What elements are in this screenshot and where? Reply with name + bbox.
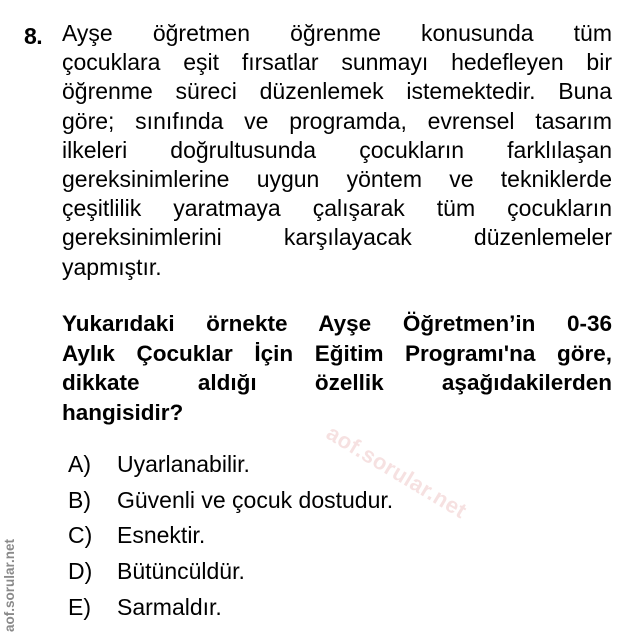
option-d[interactable] [68,554,393,590]
stem-line: gereksinimlerini karşılayacak düzenlemeler [62,224,612,251]
stem-line: göre; sınıfında ve programda, evrensel tasarım [62,107,612,134]
stem-line: çeşitlilik yaratmaya çalışarak tüm çocukların [62,195,612,222]
diagonal-watermark: aof.sorular.net [322,420,472,524]
stem-line: ilkeleri doğrultusunda çocukların farklılaşan [62,136,612,163]
prompt-line: Aylık Çocuklar İçin Eğitim Programı'na göre, [62,340,612,366]
option-letter: D) [68,558,93,585]
question-prompt [62,309,612,427]
question-stem [62,19,612,282]
option-a[interactable] [68,447,393,483]
question-number: 8. [24,23,43,49]
option-c[interactable] [68,518,393,554]
option-text: Sarmaldır. [117,593,222,620]
side-watermark: aof.sorular.net [2,538,17,632]
option-e[interactable] [68,589,393,625]
stem-line: öğrenme süreci düzenlemek istemektedir. Buna [62,78,612,105]
option-b[interactable] [68,483,393,519]
option-letter: A) [68,451,91,478]
stem-line: gereksinimlerine uygun yöntem ve tekniklerde [62,166,612,193]
option-text: Esnektir. [117,522,206,549]
answer-options [68,447,393,625]
option-text: Uyarlanabilir. [117,451,250,478]
stem-line: yapmıştır. [62,253,162,280]
option-letter: B) [68,486,91,513]
option-text: Güvenli ve çocuk dostudur. [117,486,394,513]
prompt-line: Yukarıdaki örnekte Ayşe Öğretmen’in 0-36 [62,311,612,336]
prompt-line: hangisidir? [62,399,184,425]
stem-line: çocuklara eşit fırsatlar sunmayı hedefleyen bir [62,49,612,76]
option-text: Bütüncüldür. [117,558,245,585]
prompt-line: dikkate aldığı özellik aşağıdakilerden [62,370,612,395]
stem-line: Ayşe öğretmen öğrenme konusunda tüm [62,20,612,46]
option-letter: C) [68,522,93,549]
option-letter: E) [68,593,91,620]
